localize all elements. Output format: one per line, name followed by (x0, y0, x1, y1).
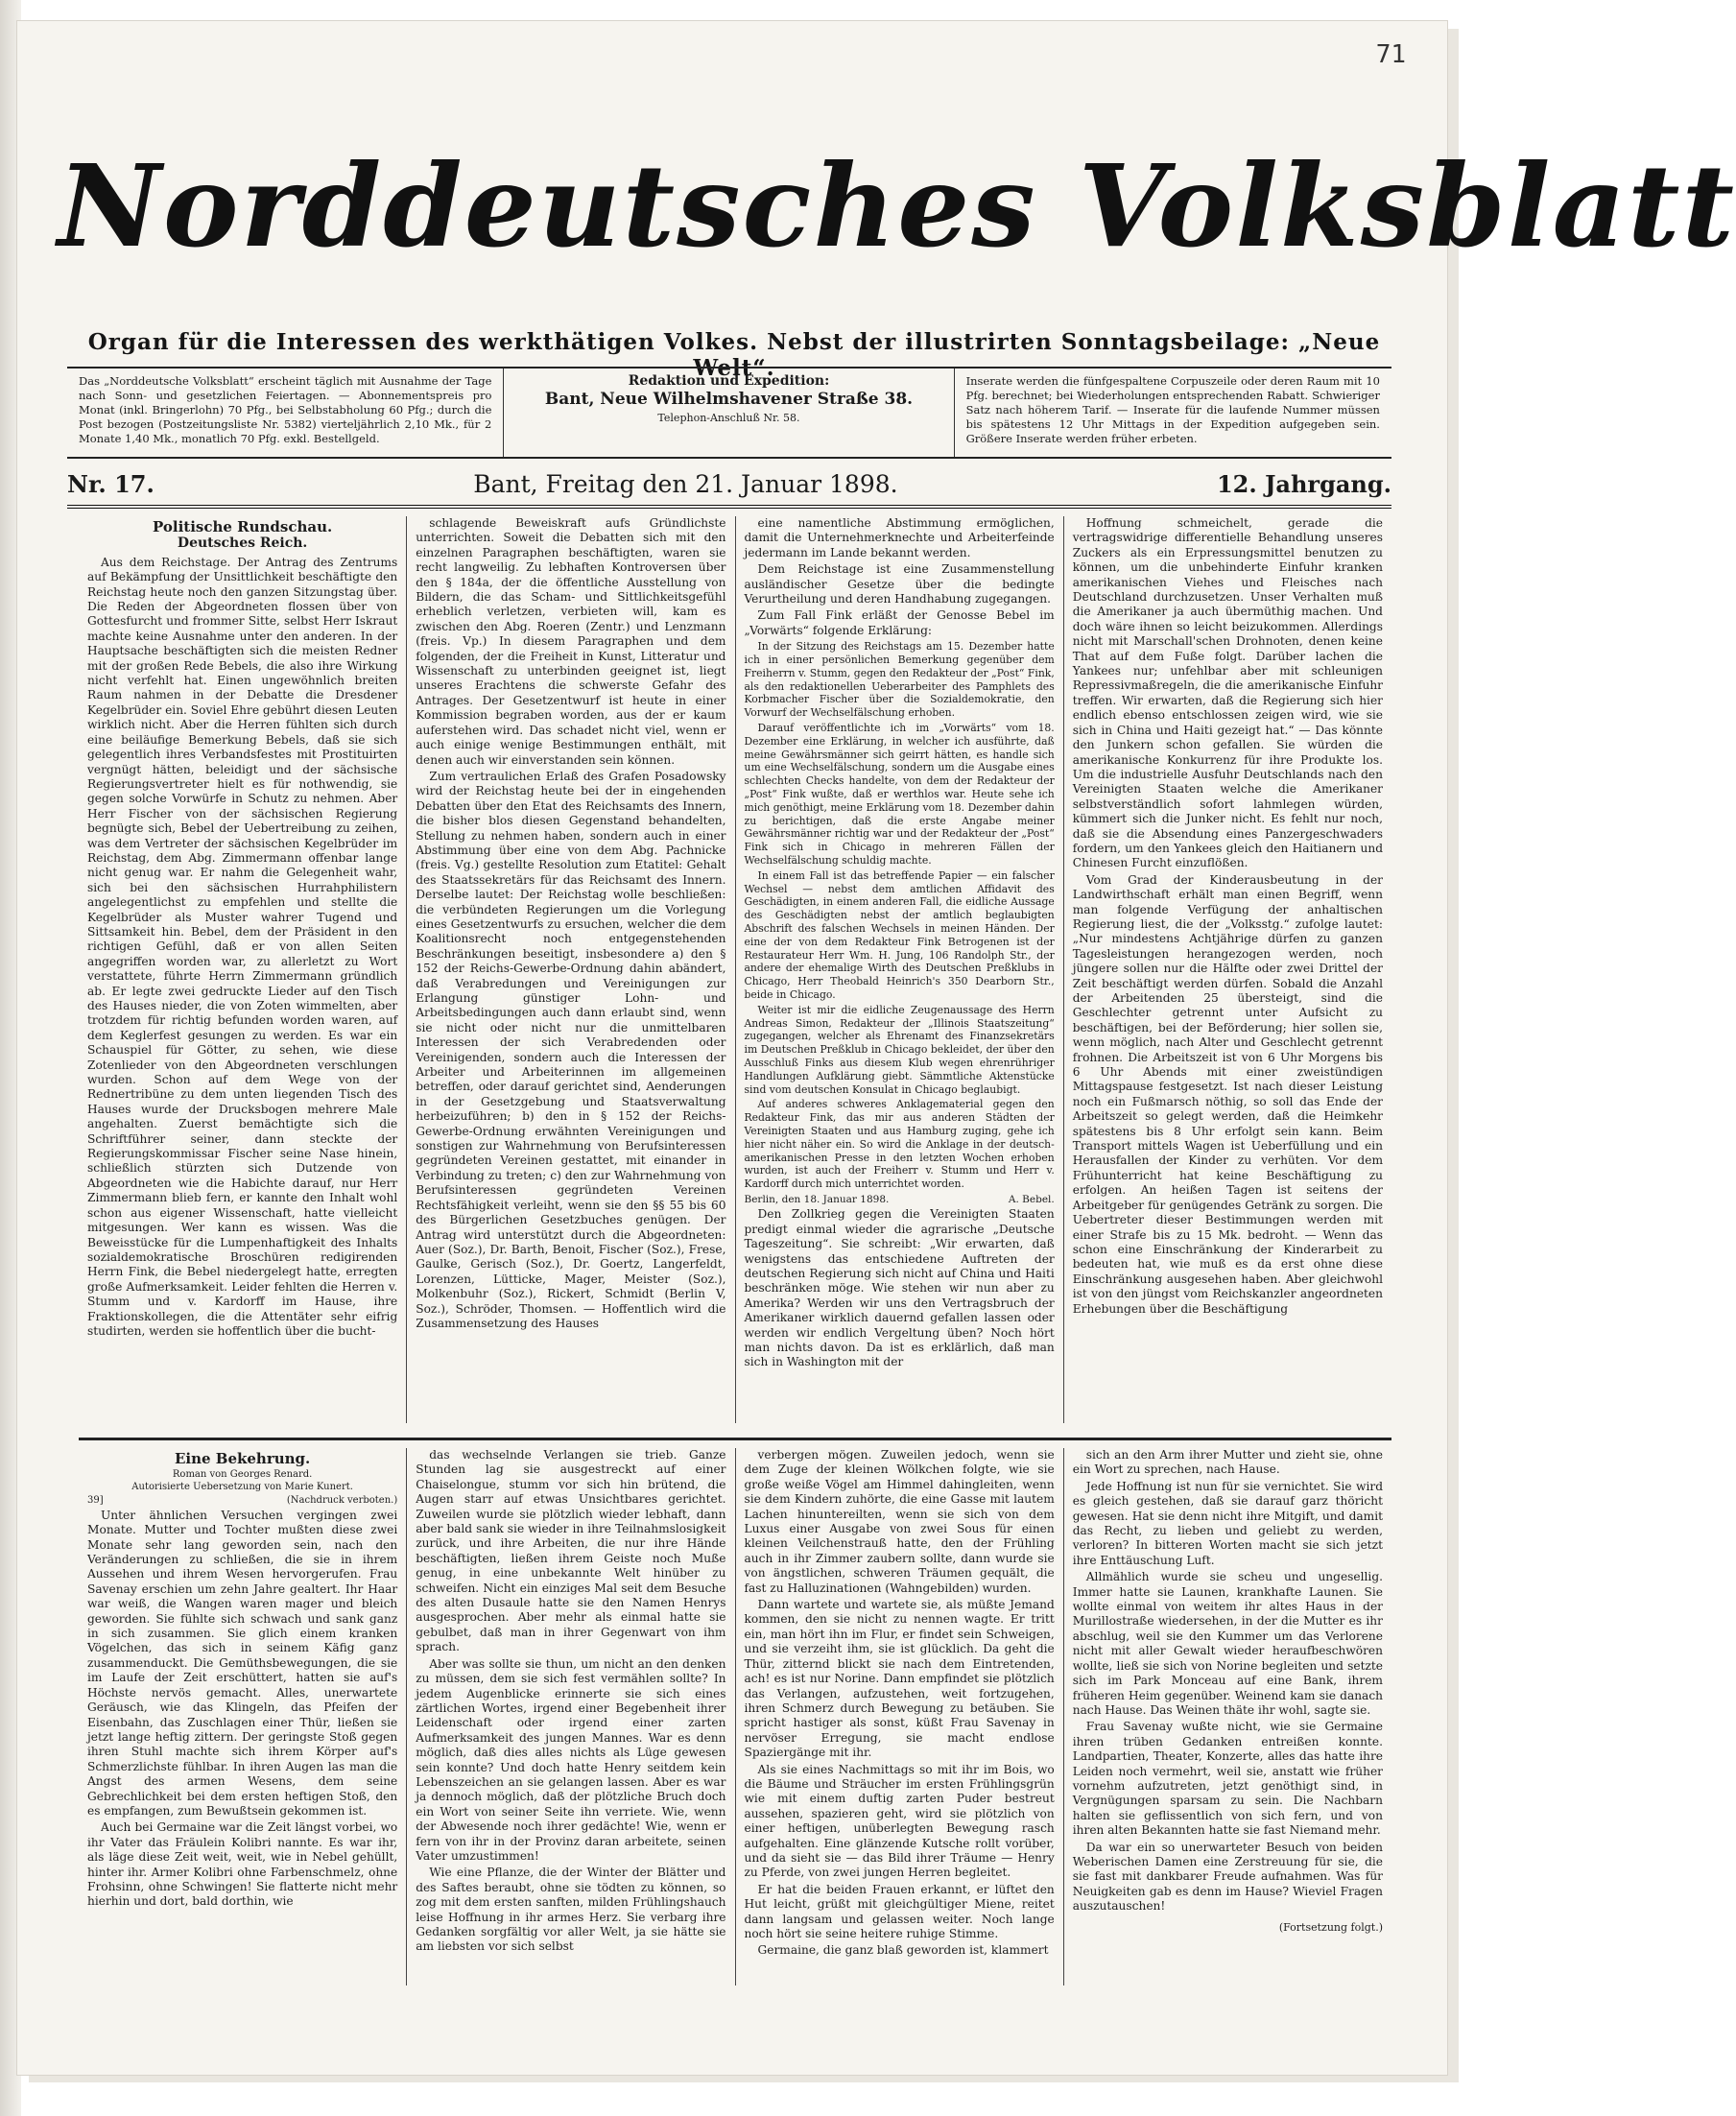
article-paragraph: Hoffnung schmeichelt, gerade die vertragswidrige differentielle Behandlung unseres Zuckers als ein Erpressungsmittel benutzen zu können, um die unbehinderte Einfuhr kranken amerikanischen Viehes und Fleisches nach Deutschland durchzusetzen. Unser Verhalten muß die Amerikaner ja auch übermüthig machen. Und doch wäre ihnen so leicht beizukommen. Allerdings nicht mit Marschall'schen Drohnoten, denen keine That auf dem Fuße folgt. Darüber lachen die Yankees nur; unfehlbar aber mit schleunigen Repressivmaßregeln, die die amerikanische Einfuhr treffen. Wir erwarten, daß die Regierung sich hier endlich ebenso entschlossen zeigen wird, wie sie sich in China und Haiti gezeigt hat.“ — Das könnte den Junkern schon gefallen. Sie würden die amerikanische Konkurrenz für ihre Produkte los. Um die industrielle Ausfuhr Deutschlands nach den Vereinigten Staaten welche die Amerikaner selbstverständlich sofort lahmlegen würden, kümmert sich die Junker nicht. Es fehlt nur noch, daß sie die Absendung eines Panzergeschwaders fordern, um den Yankees gleich den Haitianern und Chinesen Furcht einzuflößen. (1072, 516, 1383, 870)
dateline (67, 463, 1391, 509)
office-address: Bant, Neue Wilhelmshavener Straße 38. (544, 390, 914, 409)
reprint-notice: (Nachdruck verboten.) (286, 1495, 398, 1507)
story-paragraph: Aber was sollte sie thun, um nicht an den denken zu müssen, dem sie sich fest vermählen sollte? In jedem Augenblicke erinnerte sie sich eines zärtlichen Wortes, irgend einer Begebenheit ihrer Leidenschaft oder irgend einer zarten Aufmerksamkeit des jungen Mannes. War es denn möglich, daß dies alles nichts als Lüge gewesen sein konnte? Und doch hatte Henry seitdem kein Lebenszeichen an sie gelangen lassen. Aber es war ja dennoch möglich, daß der plötzliche Bruch doch ein Wort von seiner Seite ihn verriete. Wie, wenn der Abwesende noch ihrer gedächte! Wie, wenn er fern von ihr in der Provinz daran arbeitete, seinen Vater umzustimmen! (416, 1656, 726, 1863)
novel-author: Roman von Georges Renard. (172, 1469, 313, 1481)
column-2 (407, 516, 735, 1423)
story-paragraph: Da war ein so unerwarteter Besuch von beiden Weberischen Damen eine Zerstreuung für sie, die sie fast mit dankbarer Freude aufnahmen. Was für Neuigkeiten gab es denn im Hause? Wieviel Fragen auszutauschen! (1072, 1840, 1383, 1914)
story-paragraph: Germaine, die ganz blaß geworden ist, klammert (757, 1943, 1049, 1958)
continued-notice: (Fortsetzung folgt.) (1278, 1920, 1383, 1934)
feuilleton-title: Eine Bekehrung. (174, 1450, 311, 1467)
feuilleton-column-2 (407, 1448, 735, 1985)
letter-paragraph: In der Sitzung des Reichstags am 15. Dezember hatte ich in einer persönlichen Bemerkung gegenüber dem Freiherrn v. Stumm, gegen den Redakteur der „Post“ Fink, als den redaktionellen Ueberarbeiter des Pamphlets des Korbmacher Fischer über die Sozialdemokratie, den Vorwurf der Wechselfälschung erhoben. (744, 640, 1055, 720)
letter-signature (745, 1193, 1055, 1207)
article-paragraph: eine namentliche Abstimmung ermöglichen, damit die Unternehmerknechte und Arbeiterfeinde jedermann im Lande bekannt werden. (744, 516, 1055, 559)
letter-paragraph: In einem Fall ist das betreffende Papier — ein falscher Wechsel — nebst dem amtlichen Affidavit des Geschädigten, in einem anderen Fall, die eidliche Aussage des Geschädigten nebst der amtlich beglaubigten Abschrift des falschen Wechsels in meinen Händen. Der eine der von dem Redakteur Fink Betrogenen ist der Restaurateur Herr Wm. H. Jung, 106 Randolph Str., der andere der ehemalige Wirth des Deutschen Preßklubs in Chicago, Herr Theobald Heinrich's 350 Dearborn Str., beide in Chicago. (744, 868, 1055, 1001)
section-heading: Politische Rundschau. (152, 518, 333, 535)
installment-number: 39] (87, 1495, 104, 1507)
article-paragraph: Den Zollkrieg gegen die Vereinigten Staaten predigt einmal wieder die agrarische „Deutsche Tageszeitung“. Sie schreibt: „Wir erwarten, daß wenigstens das entschiedene Auftreten der deutschen Regierung sich nicht auf China und Haiti beschränken möge. Wie stehen wir nun aber zu Amerika? Werden wir uns den Vertragsbruch der Amerikaner wirklich dauernd gefallen lassen oder werden wir endlich Vergeltung üben? Noch hört man nichts davon. Da ist es erklärlich, daß man sich in Washington mit der (744, 1207, 1055, 1369)
article-paragraph: Zum vertraulichen Erlaß des Grafen Posadowsky wird der Reichstag heute bei der in eingehenden Debatten über den Etat des Reichsamts des Innern, die bisher blos diesen Gegenstand behandelten, Stellung zu nehmen haben, sondern auch in einer Abstimmung über eine von dem Abg. Pachnicke (freis. Vg.) gestellte Resolution zum Etatitel: Gehalt des Staatssekretärs für das Reichsamt des Innern. Derselbe lautet: Der Reichstag wolle beschließen: die verbündeten Regierungen um die Vorlegung eines Gesetzentwurfs zu ersuchen, welcher die dem Koalitionsrecht noch entgegenstehenden Beschränkungen beseitigt, insbesondere a) den § 152 der Reichs-Gewerbe-Ordnung dahin abändert, daß Verabredungen und Vereinigungen zur Erlangung günstiger Lohn- und Arbeitsbedingungen auch dann erlaubt sind, wenn sie nicht oder nicht nur die unmittelbaren Interessen der sich Verabredenden oder Vereinigenden, sondern auch die Interessen der Arbeiter und Arbeiterinnen im allgemeinen betreffen, oder darauf gerichtet sind, Aenderungen in der Gesetzgebung und Staatsverwaltung herbeizuführen; b) den in § 152 der Reichs-Gewerbe-Ordnung erwähnten Vereinigungen und sonstigen zur Wahrnehmung von Berufsinteressen gegründeten Vereinen gestattet, mit einander in Verbindung zu treten; c) den zur Wahrnehmung von Berufsinteressen gegründeten Vereinen Rechtsfähigkeit verleiht, wenn sie den §§ 55 bis 60 des Bürgerlichen Gesetzbuches genügen. Der Antrag wird unterstützt durch die Abgeordneten: Auer (Soz.), Dr. Barth, Benoit, Fischer (Soz.), Frese, Gaulke, Gerisch (Soz.), Dr. Goertz, Langerfeldt, Lorenzen, Lütticke, Mager, Meister (Soz.), Molkenbuhr (Soz.), Rickert, Schmidt (Berlin V, Soz.), Schröder, Thomsen. — Hoffentlich wird die Zusammensetzung des Hauses (416, 769, 726, 1330)
story-paragraph: Wie eine Pflanze, die der Winter der Blätter und des Saftes beraubt, ohne sie tödten zu können, so zog mit dem ersten sanften, milden Frühlingshauch leise Hoffnung in ihr armes Herz. Sie verbarg ihre Gedanken sorgfältig vor aller Welt, ja sie hätte sie am liebsten vor sich selbst (416, 1866, 726, 1954)
article-paragraph: Aus dem Reichstage. Der Antrag des Zentrums auf Bekämpfung der Unsittlichkeit beschäftigte den Reichstag heute noch den ganzen Sitzungstag über. Die Reden der Abgeordneten flossen über von Gottesfurcht und frommer Sitte, selbst Herr Iskraut machte keine Ausnahme unter den anderen. In der Hauptsache beschäftigten sich die meisten Redner mit der großen Rede Bebels, die also ihre Wirkung nicht verfehlt hat. Einen ungewöhnlich breiten Raum nahmen in der Debatte die Dresdener Kegelbrüder ein. Soviel Ehre gebührt diesen Leuten wirklich nicht. Aber die Herren fühlten sich durch eine beiläufige Bemerkung Bebels, daß sie sich gelegentlich ihres Verbandsfestes mit Prostituirten vergnügt hätten, beleidigt und der sächsische Regierungsvertreter hielt es für nothwendig, sie gegen solche Vorwürfe in Schutz zu nehmen. Aber Herr Fischer von der sächsischen Regierung begnügte sich, Bebel der Uebertreibung zu zeihen, was dem Vertreter der sächsischen Kegelbrüder im Reichstag, dem Abg. Zimmermann offenbar lange nicht genug war. Er nahm die Gelegenheit wahr, sich bei den sächsischen Hurrahphilistern angelegentlichst zu empfehlen und stellte die Kegelbrüder als Muster wahrer Tugend und Sittsamkeit hin. Bebel, dem der Präsident in den richtigen Gefühl, daß er von allen Seiten angegriffen worden war, zu allerletzt zu Wort verstattete, führte Herrn Zimmermann gründlich ab. Er legte zwei gedruckte Lieder auf den Tisch des Hauses nieder, die von Zoten wimmelten, aber trotzdem für richtig befunden worden waren, auf dem Keglerfest gesungen zu werden. Es war ein Schauspiel für Götter, zu sehen, wie diese Zotenlieder von den Abgeordneten verschlungen wurden. Schon auf dem Wege von der Rednertribüne zu dem unten liegenden Tisch des Hauses wurde der Drucksbogen mehrere Male angehalten. Zuerst bemächtigte sich die Schriftführer seiner, dann steckte der Regierungskommissar Fischer seine Nase hinein, schließlich stürzten sich Dutzende von Abgeordneten wie die Habichte darauf, nur Herr Zimmermann blieb fern, er kannte den Inhalt wohl schon aus eigener Wissenschaft, hatte vielleicht mitgesungen. Wer kann es wissen. Was die Beweisstücke für die Lumpenhaftigkeit des Inhalts sozialdemokratische Broschüren redigirenden Herrn Fink, die Bebel niedergelegt hatte, erregten große Aufmerksamkeit. Leider fehlten die Herren v. Stumm und v. Kardorff im Hause, ihre Fraktionskollegen, die die Attentäter sehr eifrig studirten, werden sie hoffentlich über die bucht- (87, 555, 398, 1338)
story-paragraph: Er hat die beiden Frauen erkannt, er lüftet den Hut leicht, grüßt mit gleichgültiger Miene, reitet dann langsam und gelassen weiter. Noch lange noch hört sie seine heitere ruhige Stimme. (744, 1882, 1055, 1940)
column-3 (736, 516, 1064, 1423)
page-number: 71 (1375, 40, 1406, 69)
installment-line (87, 1493, 397, 1508)
feuilleton-column-4 (1064, 1448, 1391, 1985)
column-4 (1064, 516, 1391, 1423)
issue-number: Nr. 17. (67, 469, 155, 498)
feuilleton-columns (79, 1438, 1391, 1985)
article-paragraph: Zum Fall Fink erläßt der Genosse Bebel im „Vorwärts“ folgende Erklärung: (744, 608, 1055, 637)
newspaper-masthead: Norddeutsches Volksblatt (58, 139, 1736, 273)
story-paragraph: das wechselnde Verlangen sie trieb. Ganze Stunden lag sie ausgestreckt auf einer Chaiselongue, stumm vor sich hin brütend, die Augen starr auf etwas Unsichtbares gerichtet. Zuweilen wurde sie plötzlich wieder lebhaft, dann aber bald sank sie wieder in ihre Teilnahmslosigkeit zurück, und ihre Arbeiten, die nur ihre Hände beschäftigten, ließen ihrem Geiste noch Muße genug, in eine unbekannte Welt hinüber zu schweifen. Nicht ein einziges Mal seit dem Besuche des alten Dusaule hatte sie den Namen Henrys ausgesprochen. Aber mehr als einmal hatte sie gebulbet, daß man in ihrer Gegenwart von ihm sprach. (416, 1448, 726, 1654)
letter-paragraph: Weiter ist mir die eidliche Zeugenaussage des Herrn Andreas Simon, Redakteur der „Illinois Staatszeitung“ zugegangen, welcher als Ehrenamt des Finanzsekretärs im Deutschen Preßklub in Chicago bekleidet, der über den Ausschluß Finks aus diesem Klub wegen ehrenrühriger Handlungen Aufklärung giebt. Sämmtliche Aktenstücke sind vom deutschen Konsulat in Chicago beglaubigt. (744, 1003, 1055, 1096)
publication-info-box (67, 367, 1391, 459)
office-phone: Telephon-Anschluß Nr. 58. (657, 412, 800, 424)
story-paragraph: Allmählich wurde sie scheu und ungesellig. Immer hatte sie Launen, krankhafte Launen. Sie wollte einmal von weitem ihr altes Haus in der Murillostraße wiedersehen, in der die Mutter es ihr abschlug, weil sie den Kummer um das Verlorene nicht mit aller Gewalt wieder heraufbeschwören wollte, ließ sie sich von Norine begleiten und setzte sich im Park Monceau auf eine Bank, ihrem früheren Heim gegenüber. Weinend kam sie danach nach Hause. Das Weinen thäte ihr wohl, sagte sie. (1072, 1570, 1383, 1717)
article-paragraph: Dem Reichstage ist eine Zusammenstellung ausländischer Gesetze über die bedingte Verurtheilung und deren Handhabung zugegangen. (744, 562, 1055, 606)
story-paragraph: Unter ähnlichen Versuchen vergingen zwei Monate. Mutter und Tochter mußten diese zwei Monate sehr lang geworden sein, nach den Veränderungen zu schließen, die sie in ihrem Aussehen und ihrem Wesen hervorgerufen. Frau Savenay erschien um zehn Jahre gealtert. Ihr Haar war weiß, die Wangen waren mager und bleich geworden. Sie fühlte sich schwach und sank ganz in sich zusammen. Sie glich einem kranken Vögelchen, das sich in seinem Käfig ganz zusammenduckt. Die Gemüthsbewegungen, die sie im Laufe der Zeit erschüttert, hatten sie auf's Höchste nervös gemacht. Alles, unerwartete Geräusch, wie das Klingeln, das Pfeifen der Eisenbahn, das Zuschlagen einer Thür, ließen sie jetzt lange heftig zittern. Der geringste Stoß gegen ihren Stuhl machte sich ihrem Körper auf's Schmerzlichste fühlbar. In ihren Augen las man die Angst des armen Wesens, dem seine Gebrechlichkeit bei dem ersten heftigen Stoß, den es empfangen, zum Bewußtsein gekommen ist. (87, 1508, 398, 1818)
story-paragraph: Frau Savenay wußte nicht, wie sie Germaine ihren trüben Gedanken entreißen konnte. Landpartien, Theater, Konzerte, alles das hatte ihre Leiden noch vermehrt, weil sie, anstatt wie früher vornehm aufzutreten, jetzt genöthigt sind, in Vergnügungen sparsam zu sein. Die Nachbarn halten sie geflissentlich von sich fern, und von ihren alten Bekannten hatte sie fast Niemand mehr. (1072, 1720, 1383, 1838)
feuilleton-column-3 (736, 1448, 1064, 1985)
feuilleton-column-1 (79, 1448, 407, 1985)
top-article-columns (79, 516, 1391, 1423)
story-paragraph: Auch bei Germaine war die Zeit längst vorbei, wo ihr Vater das Fräulein Kolibri nannte. Es war ihr, als läge diese Zeit weit, weit, wie in Nebel gehüllt, hinter ihr. Armer Kolibri ohne Farbenschmelz, ohne Frohsinn, ohne Schwingen! Sie flatterte nicht mehr hierhin und dort, bald dorthin, wie (87, 1820, 398, 1909)
signature-place: Berlin, den 18. Januar 1898. (744, 1193, 890, 1205)
signature-name: A. Bebel. (1008, 1193, 1055, 1205)
story-paragraph: Dann wartete und wartete sie, als müßte Jemand kommen, den sie nicht zu nennen wagte. Er tritt ein, man hört ihn im Flur, er findet sein Schweigen, und sie verzeiht ihm, sie ist glücklich. Da geht die Thür, zitternd blickt sie nach dem Eintretenden, ach! es ist nur Norine. Dann empfindet sie plötzlich das Verlangen, aufzustehen, weit fortzugehen, ihren Schmerz durch Bewegung zu betäuben. Sie spricht hastiger als sonst, küßt Frau Savenay in nervöser Erregung, sie macht endlose Spaziergänge mit ihr. (744, 1598, 1055, 1760)
masthead-subtitle: Organ für die Interessen des werkthätigen Volkes. Nebst der illustrirten Sonntagsbeilage: „Neue Welt“. (87, 329, 1381, 381)
section-subheading: Deutsches Reich. (177, 535, 308, 552)
advertising-info: Inserate werden die fünfgespaltene Corpuszeile oder deren Raum mit 10 Pfg. berechnet; bei Wiederholungen entsprechenden Rabatt. Schwieriger Satz nach höherem Tarif. — Inserate für die laufende Nummer müssen bis spätestens 12 Uhr Mittags in der Expedition aufgegeben sein. Größere Inserate werden früher erbeten. (965, 374, 1380, 445)
column-1 (79, 516, 407, 1423)
volume-year: 12. Jahrgang. (1216, 469, 1391, 498)
story-paragraph: sich an den Arm ihrer Mutter und zieht sie, ohne ein Wort zu sprechen, nach Hause. (1072, 1448, 1383, 1477)
article-paragraph: Vom Grad der Kinderausbeutung in der Landwirthschaft erhält man einen Begriff, wenn man folgende Verfügung der anhaltischen Regierung liest, die der „Volksstg.“ zufolge lautet: „Nur mindestens Achtjährige dürfen zu ganzen Tagesleistungen herangezogen werden, noch jüngere sollen nur die Hälfte oder zwei Drittel der Zeit beschäftigt werden dürfen. Sobald die Anzahl der Arbeitenden 25 übersteigt, sind die Geschlechter getrennt unter Aufsicht zu beschäftigen, bei der Beförderung; hier sollen sie, wenn möglich, nach Alter und Geschlecht getrennt frohnen. Die Arbeitszeit ist von 6 Uhr Morgens bis 6 Uhr Abends mit einer zweistündigen Mittagspause festgesetzt. Ist nach dieser Leistung noch ein Fußmarsch nöthig, so soll das Ende der Arbeitszeit so gelegt werden, daß die Heimkehr spätestens bis 8 Uhr erfolgt sein kann. Beim Transport mittels Wagen ist Ueberfüllung und ein Herausfallen der Kinder zu verhüten. Vor dem Frühunterricht hat keine Beschäftigung zu erfolgen. An heißen Tagen ist seitens der Arbeitgeber für genügendes Getränk zu sorgen. Die Uebertreter dieser Bestimmungen werden mit einer Strafe bis zu 15 Mk. bedroht. — Wenn das schon eine Einschränkung der Kinderarbeit zu bedeuten hat, wie muß es da erst ohne diese Einschränkung ausgesehen haben. Aber gleichwohl ist von den jüngst vom Reichskanzler angeordneten Erhebungen über die Beschäftigung (1072, 872, 1383, 1316)
editorial-office-info (504, 369, 954, 457)
translation-credit: Autorisierte Uebersetzung von Marie Kunert. (131, 1482, 353, 1493)
article-paragraph: schlagende Beweiskraft aufs Gründlichste unterrichten. Soweit die Debatten sich mit den einzelnen Paragraphen beschäftigten, waren sie recht langweilig. Zu lebhaften Kontroversen über den § 184a, der die öffentliche Ausstellung von Bildern, die das Scham- und Sittlichkeitsgefühl erheblich verletzen, verbieten will, kam es zwischen den Abg. Roeren (Zentr.) und Lenzmann (freis. Vp.) In diesem Paragraphen und dem folgenden, der die Freiheit in Kunst, Litteratur und Wissenschaft zu unterbinden geeignet ist, liegt unseres Erachtens die schwerste Gefahr des Antrages. Der Gesetzentwurf ist heute in einer Kommission begraben worden, aus der er kaum auferstehen wird. Das schadet nicht viel, wenn er auch einige wenige Bestimmungen enthält, mit denen auch wir einverstanden sein können. (416, 516, 726, 767)
office-title: Redaktion und Expedition: (628, 373, 830, 389)
story-paragraph: Als sie eines Nachmittags so mit ihr im Bois, wo die Bäume und Sträucher im ersten Frühlingsgrün wie mit einem duftig zarten Puder bestreut aussehen, spazieren geht, wird sie plötzlich von einer heftigen, unüberlegten Bewegung rasch aufgehalten. Eine glänzende Kutsche rollt vorüber, und da sieht sie — das Bild ihrer Träume — Henry zu Pferde, von zwei jungen Herren begleitet. (744, 1762, 1055, 1880)
letter-paragraph: Darauf veröffentlichte ich im „Vorwärts“ vom 18. Dezember eine Erklärung, in welcher ich ausführte, daß meine Gewährsmänner sich geirrt hätten, es handle sich um eine Wechselfälschung, sondern um die Ausgabe eines schlechten Checks handelte, von dem der Redakteur der „Post“ Fink wußte, daß er werthlos war. Heute sehe ich mich genöthigt, meine Erklärung vom 18. Dezember dahin zu berichtigen, daß die erste Angabe meiner Gewährsmänner richtig war und der Redakteur der „Post“ Fink sich in Chicago in mehreren Fällen der Wechselfälschung schuldig machte. (744, 722, 1055, 867)
letter-paragraph: Auf anderes schweres Anklagematerial gegen den Redakteur Fink, das mir aus anderen Städten der Vereinigten Staaten und aus Hamburg zuging, gehe ich hier nicht näher ein. So wird die Anklage in der deutsch-amerikanischen Presse in den letzten Wochen erhoben wurden, ist auch der Freiherr v. Stumm und Herr v. Kardorff durch mich unterrichtet worden. (744, 1098, 1055, 1191)
place-date: Bant, Freitag den 21. Januar 1898. (473, 469, 898, 498)
story-paragraph: Jede Hoffnung ist nun für sie vernichtet. Sie wird es gleich gestehen, daß sie darauf garz thöricht gewesen. Hat sie denn nicht ihre Mitgift, und damit das Recht, zu lieben und geliebt zu werden, verloren? In bitteren Worten macht sie sich jetzt ihre Enttäuschung Luft. (1072, 1479, 1383, 1567)
story-paragraph: verbergen mögen. Zuweilen jedoch, wenn sie dem Zuge der kleinen Wölkchen folgte, wie sie große weiße Vögel am Himmel dahingleiten, wenn sie dem Kindern zuhörte, die eine Gasse mit lautem Lachen hinuntereilten, wenn sie sich von dem Luxus einer Ausgabe von zwei Sous für einen kleinen Veilchenstrauß hatte, den der Frühling auch in ihr Zimmer zaubern sollte, dann wurde sie von ängstlichen, schweren Träumen gequält, die fast zu Halluzinationen (Wahngebilden) wurden. (744, 1448, 1055, 1595)
subscription-info: Das „Norddeutsche Volksblatt“ erscheint täglich mit Ausnahme der Tage nach Sonn- und gesetzlichen Feiertagen. — Abonnementspreis pro Monat (inkl. Bringerlohn) 70 Pfg., bei Selbstabholung 60 Pfg.; durch die Post bezogen (Postzeitungsliste Nr. 5382) vierteljährlich 2,10 Mk., für 2 Monate 1,40 Mk., monatlich 70 Pfg. exkl. Bestellgeld. (67, 369, 504, 457)
